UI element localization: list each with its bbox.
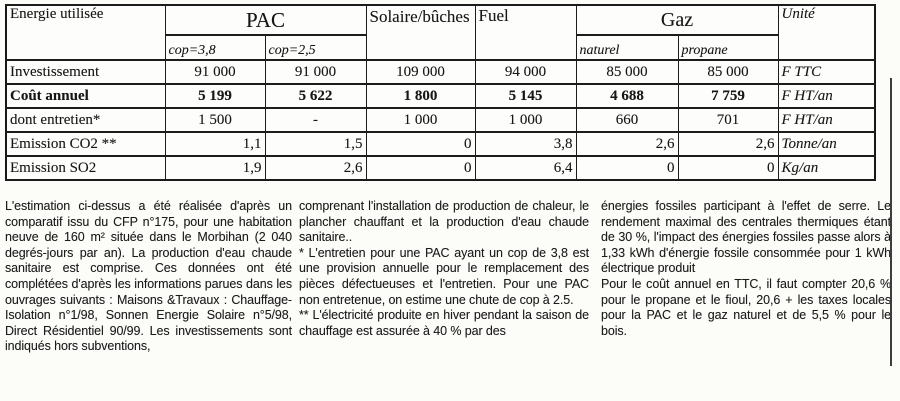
table-row-dont-entretien xyxy=(6,108,875,132)
cell-entretien-pac25: - xyxy=(265,108,366,132)
cell-co2-fuel: 3,8 xyxy=(475,132,576,156)
header-unite: Unité xyxy=(778,5,875,60)
row-label-investissement: Investissement xyxy=(6,60,165,84)
note-paragraph: comprenant l'installation de production de chaleur, le plancher chauffant et la production d'eau chaude sanitaire.. xyxy=(299,199,589,245)
header-pac-cop-2-5: cop=2,5 xyxy=(265,35,366,60)
cell-entretien-unit: F HT/an xyxy=(778,108,875,132)
cell-co2-pac25: 1,5 xyxy=(265,132,366,156)
cell-so2-pac25: 2,6 xyxy=(265,156,366,180)
note-paragraph-entretien: * L'entretien pour une PAC ayant un cop de 3,8 est une provision annuelle pour le remplacement des pièces défectueuses et l'entretien. Pour une PAC non entretenue, on estime une chute de cop à 2.5. xyxy=(299,245,589,307)
header-gaz: Gaz xyxy=(576,5,778,35)
cell-co2-pac38: 1,1 xyxy=(165,132,265,156)
cell-investissement-gaz-naturel: 85 000 xyxy=(576,60,678,84)
header-solaire-buches: Solaire/bûches xyxy=(366,5,475,60)
cell-investissement-gaz-propane: 85 000 xyxy=(678,60,778,84)
table-row-emission-co2 xyxy=(6,132,875,156)
cell-co2-gaz-naturel: 2,6 xyxy=(576,132,678,156)
cell-cout-fuel: 5 145 xyxy=(475,84,576,108)
header-pac: PAC xyxy=(165,5,366,35)
header-energie-utilisee: Energie utilisée xyxy=(6,5,165,60)
cell-entretien-gaz-naturel: 660 xyxy=(576,108,678,132)
energy-comparison-table xyxy=(5,4,876,181)
row-label-cout-annuel: Coût annuel xyxy=(6,84,165,108)
cell-so2-gaz-naturel: 0 xyxy=(576,156,678,180)
note-paragraph-ttc: Pour le coût annuel en TTC, il faut compter 20,6 % pour le propane et le fioul, 20,6 + les taxes locales pour la PAC et le gaz naturel et de 5,5 % pour le bois. xyxy=(601,276,891,338)
cell-cout-gaz-naturel: 4 688 xyxy=(576,84,678,108)
cell-investissement-pac38: 91 000 xyxy=(165,60,265,84)
cell-entretien-gaz-propane: 701 xyxy=(678,108,778,132)
cell-investissement-fuel: 94 000 xyxy=(475,60,576,84)
cell-so2-gaz-propane: 0 xyxy=(678,156,778,180)
cell-investissement-unit: F TTC xyxy=(778,60,875,84)
cell-so2-unit: Kg/an xyxy=(778,156,875,180)
header-gaz-naturel: naturel xyxy=(576,35,678,60)
row-label-emission-co2: Emission CO2 ** xyxy=(6,132,165,156)
note-column-2 xyxy=(299,199,589,339)
note-column-3 xyxy=(601,199,891,339)
cell-so2-pac38: 1,9 xyxy=(165,156,265,180)
cell-so2-solaire: 0 xyxy=(366,156,475,180)
table-row-investissement xyxy=(6,60,875,84)
scan-edge-line xyxy=(890,78,892,366)
note-column-1 xyxy=(5,199,292,355)
row-label-emission-so2: Emission SO2 xyxy=(6,156,165,180)
note-paragraph-electricite: ** L'électricité produite en hiver pendant la saison de chauffage est assurée à 40 % par des xyxy=(299,308,589,338)
cell-cout-pac38: 5 199 xyxy=(165,84,265,108)
table-row-emission-so2 xyxy=(6,156,875,180)
note-paragraph: L'estimation ci-dessus a été réalisée d'après un comparatif issu du CFP n°175, pour une habitation neuve de 160 m² située dans le Morbihan (2 040 degrés-jours par an). La production d'eau chaude sanitaire est comprise. Ces données ont été complétées d'après les informations parues dans les ouvrages suivants : Maisons &Travaux : Chauffage-Isolation n°1/98, Sonnen Energie Solaire n°5/98, Direct Résidentiel 90/99. Les investissements sont indiqués hors subventions, xyxy=(5,199,292,354)
note-paragraph: énergies fossiles participant à l'effet de serre. Le rendement maximal des centrales thermiques étant de 30 %, l'impact des énergies fossiles passe alors à 1,33 kWh d'énergie fossile consommée pour 1 kWh électrique produit xyxy=(601,199,891,276)
cell-entretien-fuel: 1 000 xyxy=(475,108,576,132)
cell-entretien-solaire: 1 000 xyxy=(366,108,475,132)
cell-cout-pac25: 5 622 xyxy=(265,84,366,108)
cell-entretien-pac38: 1 500 xyxy=(165,108,265,132)
cell-cout-solaire: 1 800 xyxy=(366,84,475,108)
cell-co2-solaire: 0 xyxy=(366,132,475,156)
header-pac-cop-3-8: cop=3,8 xyxy=(165,35,265,60)
cell-investissement-pac25: 91 000 xyxy=(265,60,366,84)
header-fuel: Fuel xyxy=(475,5,576,60)
header-gaz-propane: propane xyxy=(678,35,778,60)
cell-cout-unit: F HT/an xyxy=(778,84,875,108)
table-row-cout-annuel xyxy=(6,84,875,108)
cell-cout-gaz-propane: 7 759 xyxy=(678,84,778,108)
table-header-row xyxy=(6,5,875,35)
row-label-dont-entretien: dont entretien* xyxy=(6,108,165,132)
cell-so2-fuel: 6,4 xyxy=(475,156,576,180)
cell-co2-gaz-propane: 2,6 xyxy=(678,132,778,156)
cell-co2-unit: Tonne/an xyxy=(778,132,875,156)
cell-investissement-solaire: 109 000 xyxy=(366,60,475,84)
footnotes-section xyxy=(0,197,900,397)
